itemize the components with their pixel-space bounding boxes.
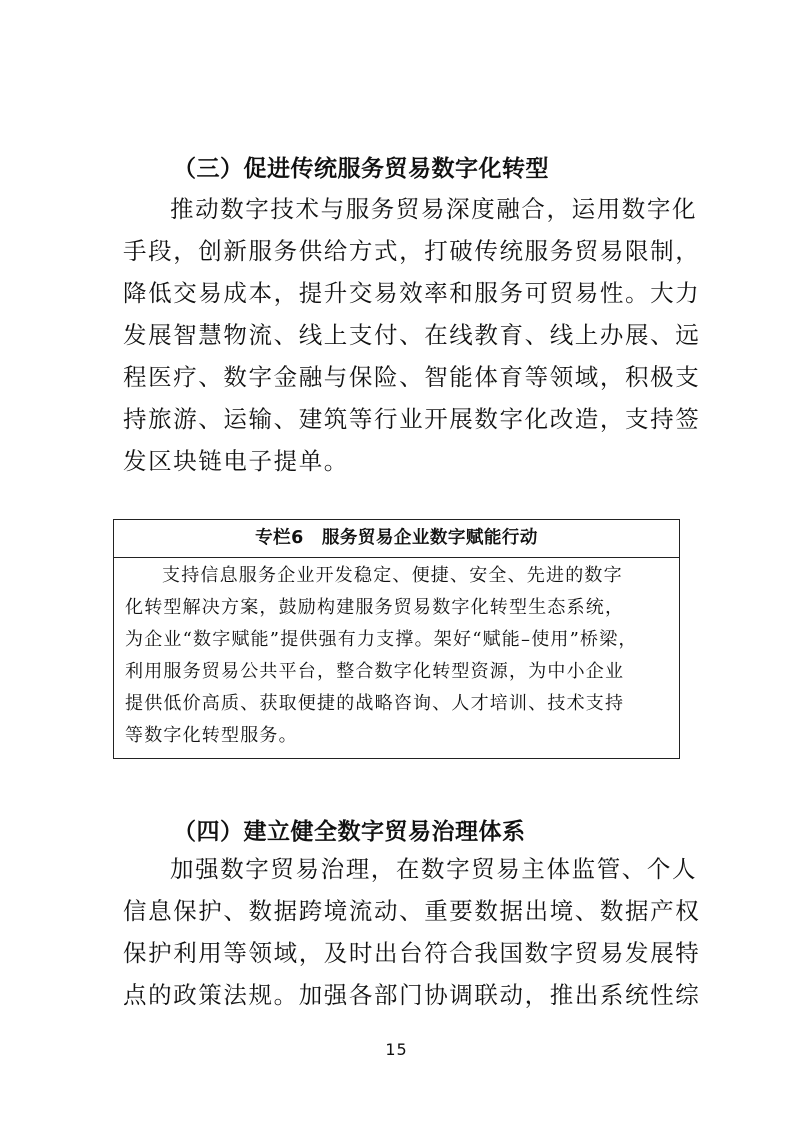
- paragraph-line: 点的政策法规。加强各部门协调联动，推出系统性综: [123, 981, 701, 1009]
- paragraph-line: 发展智慧物流、线上支付、在线教育、线上办展、远: [123, 321, 701, 349]
- section-three-paragraph: [123, 188, 701, 482]
- paragraph-line: 信息保护、数据跨境流动、重要数据出境、数据产权: [123, 897, 701, 925]
- column-box-body: [114, 558, 679, 752]
- box-line: 支持信息服务企业开发稳定、便捷、安全、先进的数字: [162, 565, 623, 586]
- box-line: 提供低价高质、获取便捷的战略咨询、人才培训、技术支持: [125, 693, 625, 714]
- column-box-title: 专栏6 服务贸易企业数字赋能行动: [114, 520, 679, 558]
- paragraph-line: 程医疗、数字金融与保险、智能体育等领域，积极支: [123, 363, 701, 391]
- paragraph-line: 推动数字技术与服务贸易深度融合，运用数字化: [170, 195, 698, 223]
- paragraph-line: 手段，创新服务供给方式，打破传统服务贸易限制，: [123, 237, 701, 265]
- paragraph-line: 持旅游、运输、建筑等行业开展数字化改造，支持签: [123, 405, 701, 433]
- box-line: 为企业“数字赋能”提供强有力支撑。架好“赋能–使用”桥梁，: [125, 629, 638, 650]
- box-line: 等数字化转型服务。: [125, 725, 298, 746]
- paragraph-line: 发区块链电子提单。: [123, 447, 349, 475]
- page-number: 15: [385, 1040, 408, 1059]
- paragraph-line: 保护利用等领域，及时出台符合我国数字贸易发展特: [123, 939, 701, 967]
- column-box: [113, 519, 680, 759]
- paragraph-line: 加强数字贸易治理，在数字贸易主体监管、个人: [170, 855, 698, 883]
- box-line: 化转型解决方案，鼓励构建服务贸易数字化转型生态系统，: [125, 597, 625, 618]
- paragraph-line: 降低交易成本，提升交易效率和服务可贸易性。大力: [123, 279, 701, 307]
- section-four-paragraph: [123, 848, 701, 1016]
- section-four-heading: （四）建立健全数字贸易治理体系: [173, 819, 526, 845]
- box-line: 利用服务贸易公共平台，整合数字化转型资源，为中小企业: [125, 661, 625, 682]
- section-three-heading: （三）促进传统服务贸易数字化转型: [173, 156, 549, 182]
